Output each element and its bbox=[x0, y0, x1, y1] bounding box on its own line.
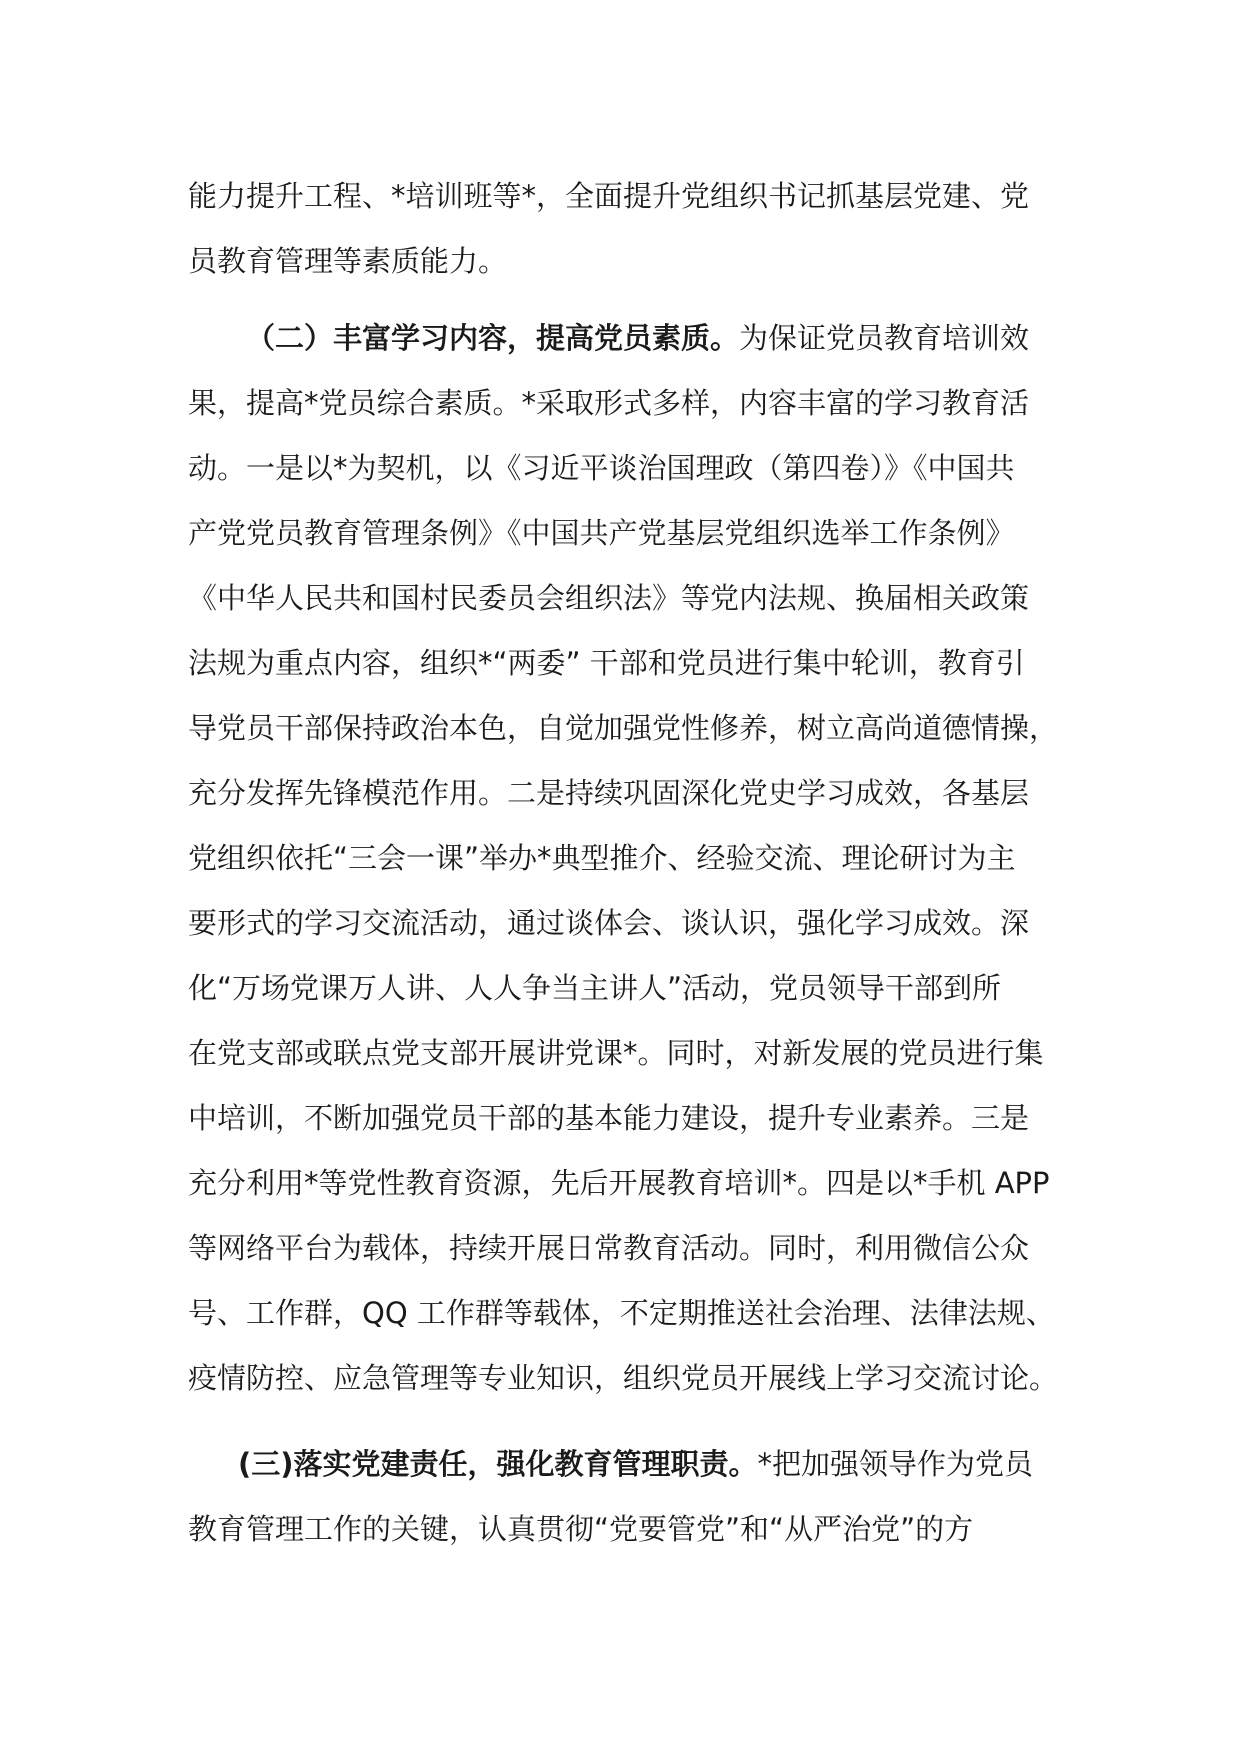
text-line bbox=[188, 306, 1068, 371]
text-line: 充分利用*等党性教育资源，先后开展教育培训*。四是以*手机 APP bbox=[188, 1166, 1050, 1200]
text-run: *把加强领导作为党员 bbox=[757, 1447, 1034, 1481]
text-line: 教育管理工作的关键，认真贯彻“党要管党”和“从严治党”的方 bbox=[188, 1512, 974, 1546]
text-line: 果，提高*党员综合素质。*采取形式多样，内容丰富的学习教育活 bbox=[188, 386, 1030, 420]
text-run: 为保证党员教育培训效 bbox=[739, 321, 1030, 355]
text-line: 员教育管理等素质能力。 bbox=[188, 244, 508, 278]
text-line: 《中华人民共和国村民委员会组织法》等党内法规、换届相关政策 bbox=[188, 581, 1030, 615]
text-line: 动。一是以*为契机，以《习近平谈治国理政（第四卷）》《中国共 bbox=[188, 451, 1015, 485]
text-line: 等网络平台为载体，持续开展日常教育活动。同时，利用微信公众 bbox=[188, 1231, 1030, 1265]
text-line: 党组织依托“三会一课”举办*典型推介、经验交流、理论研讨为主 bbox=[188, 841, 1016, 875]
text-line: 能力提升工程、*培训班等*，全面提升党组织书记抓基层党建、党 bbox=[188, 179, 1030, 213]
text-line: 要形式的学习交流活动，通过谈体会、谈认识，强化学习成效。深 bbox=[188, 906, 1030, 940]
section-heading-3: (三)落实党建责任，强化教育管理职责。 bbox=[238, 1447, 758, 1481]
paragraph-2 bbox=[188, 306, 1068, 1411]
paragraph-1 bbox=[188, 164, 1068, 294]
text-line bbox=[188, 1432, 1068, 1497]
text-line: 充分发挥先锋模范作用。二是持续巩固深化党史学习成效，各基层 bbox=[188, 776, 1030, 810]
text-line: 中培训，不断加强党员干部的基本能力建设，提升专业素养。三是 bbox=[188, 1101, 1030, 1135]
section-heading-2: （二）丰富学习内容，提高党员素质。 bbox=[246, 321, 740, 355]
paragraph-3 bbox=[188, 1432, 1068, 1562]
text-line: 法规为重点内容，组织*“两委” 干部和党员进行集中轮训，教育引 bbox=[188, 646, 1025, 680]
text-line: 产党党员教育管理条例》《中国共产党基层党组织选举工作条例》 bbox=[188, 516, 1015, 550]
text-line: 在党支部或联点党支部开展讲党课*。同时，对新发展的党员进行集 bbox=[188, 1036, 1044, 1070]
text-line: 化“万场党课万人讲、人人争当主讲人”活动，党员领导干部到所 bbox=[188, 971, 1002, 1005]
text-line: 导党员干部保持政治本色，自觉加强党性修养，树立高尚道德情操， bbox=[188, 711, 1059, 745]
text-line: 疫情防控、应急管理等专业知识，组织党员开展线上学习交流讨论。 bbox=[188, 1361, 1059, 1395]
text-line: 号、工作群，QQ 工作群等载体，不定期推送社会治理、法律法规、 bbox=[188, 1296, 1055, 1330]
